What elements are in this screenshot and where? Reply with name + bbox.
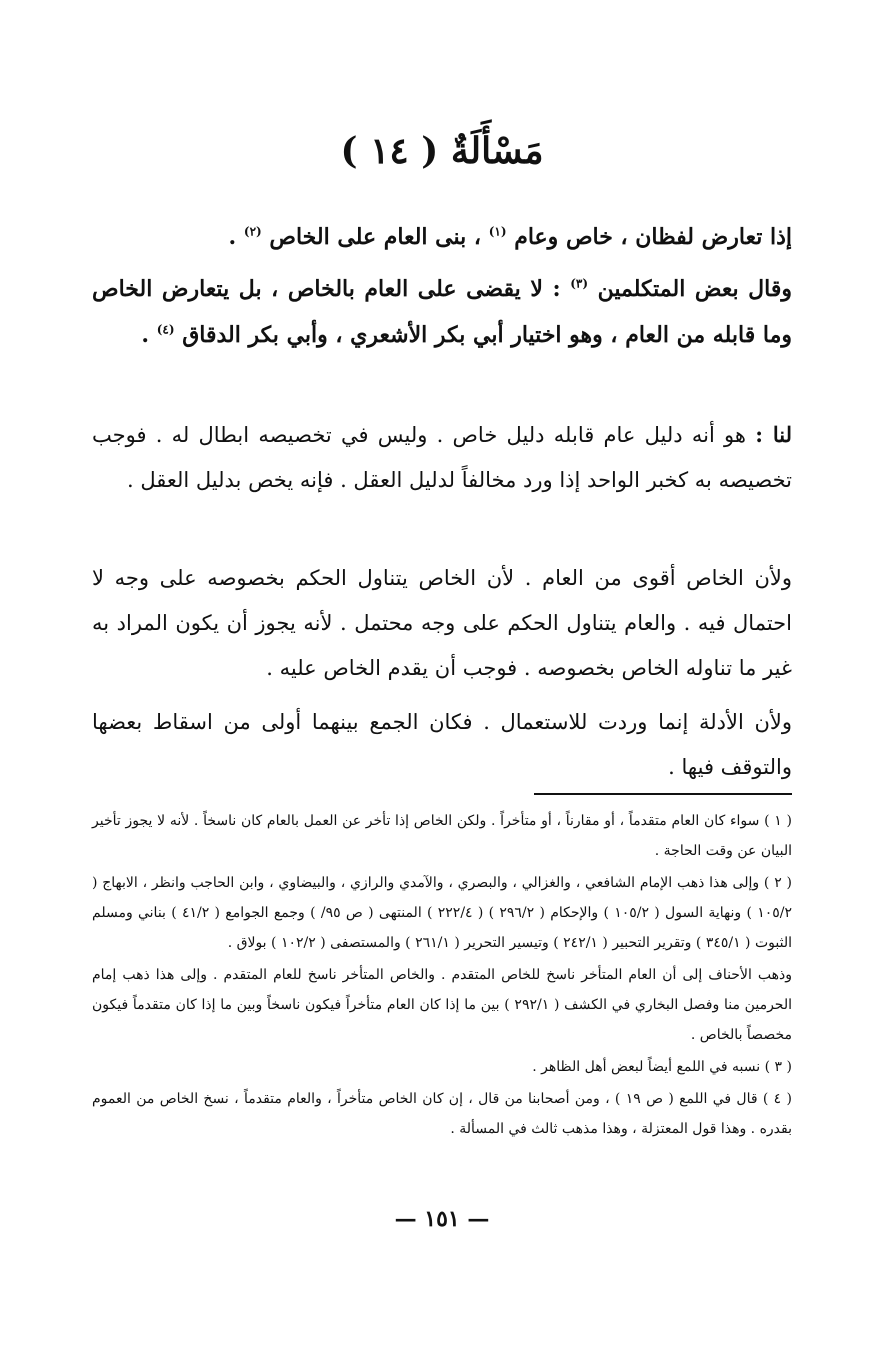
statement-text: إذا تعارض لفظان ، خاص وعام (514, 224, 792, 250)
statement-end: . (228, 224, 237, 250)
argument-paragraph-2: ولأن الخاص أقوى من العام . لأن الخاص يتناول الحكم بخصوصه على وجه لا احتمال فيه . والعام يتناول الحكم على وجه محتمل . لأنه يجوز أن يكون المراد به غير ما تناوله الخاص بخصوصه . فوجب أن يقدم الخاص عليه . (92, 566, 792, 680)
statement-text: ، بنى العام على الخاص (269, 224, 482, 250)
issue-statement (92, 214, 792, 260)
argument-text: هو أنه دليل عام قابله دليل خاص . وليس في تخصيصه ابطال له . فوجب تخصيصه به كخبر الواحد إذا ورد مخالفاً لدليل العقل . فإنه يخص بدليل العقل . (92, 423, 792, 492)
footnote-ref-1: (١) (488, 224, 507, 239)
footnote-ref-3: (٣) (570, 276, 589, 291)
footnote: ( ٢ ) وإلى هذا ذهب الإمام الشافعي ، والغزالي ، والبصري ، والآمدي والرازي ، والبيضاوي ، وابن الحاجب وانظر ، الابهاج ( ١٠٥/٢ ) ونهاية السول ( ١٠٥/٢ ) والإحكام ( ٢٩٦/٢ ) ( ٢٢٢/٤ ) المنتهى ( ص ٩٥/ ) وجمع الجوامع ( ٤١/٢ ) بناني ومسلم الثبوت ( ٣٤٥/١ ) وتقرير التحبير ( ٢٤٢/١ ) وتيسير التحرير ( ٢٦١/١ ) والمستصفى ( ١٠٢/٢ ) بولاق . (92, 875, 792, 951)
issue-heading: مَسْأَلَةٌ ( ١٤ ) (340, 130, 544, 172)
footnotes (92, 806, 792, 1146)
argument-paragraph-3: ولأن الأدلة إنما وردت للاستعمال . فكان الجمع بينهما أولى من اسقاط بعضها والتوقف فيها . (92, 710, 792, 779)
opposing-view-text: : لا يقضى على العام بالخاص ، بل يتعارض الخاص وما قابله من العام ، وهو اختيار أبي بكر الأشعري ، وأبي بكر الدقاق (92, 276, 792, 348)
footnote-divider (534, 793, 792, 795)
book-page (92, 0, 792, 1367)
opposing-view-text: وقال بعض المتكلمين (597, 276, 792, 302)
argument-paragraph-1 (92, 412, 792, 503)
argument-lead: لنا : (755, 422, 792, 447)
page-number: — ١٥١ — (394, 1206, 490, 1232)
opposing-view-end: . (141, 322, 150, 348)
footnote-ref-2: (٢) (243, 224, 262, 239)
opposing-view (92, 266, 792, 358)
footnote: ( ٤ ) قال في اللمع ( ص ١٩ ) ، ومن أصحابنا من قال ، إن كان الخاص متأخراً ، والعام متقدماً ، نسخ الخاص من العموم بقدره . وهذا قول المعتزلة ، وهذا مذهب ثالث في المسألة . (92, 1091, 792, 1137)
footnote-ref-4: (٤) (156, 322, 175, 337)
footnote: ( ١ ) سواء كان العام متقدماً ، أو مقارناً ، أو متأخراً . ولكن الخاص إذا تأخر عن العمل بالعام كان ناسخاً . لأنه لا يجوز تأخير البيان عن وقت الحاجة . (92, 813, 792, 859)
footnote: ( ٣ ) نسبه في اللمع أيضاً لبعض أهل الظاهر . (532, 1059, 792, 1075)
footnote: وذهب الأحناف إلى أن العام المتأخر ناسخ للخاص المتقدم . والخاص المتأخر ناسخ للعام المتقدم . وإلى هذا ذهب إمام الحرمين منا وفصل البخاري في الكشف ( ٢٩٢/١ ) بين ما إذا كان العام متأخراً فيكون ناسخاً وبين ما إذا كان متقدماً فيكون مخصصاً بالخاص . (92, 967, 792, 1043)
